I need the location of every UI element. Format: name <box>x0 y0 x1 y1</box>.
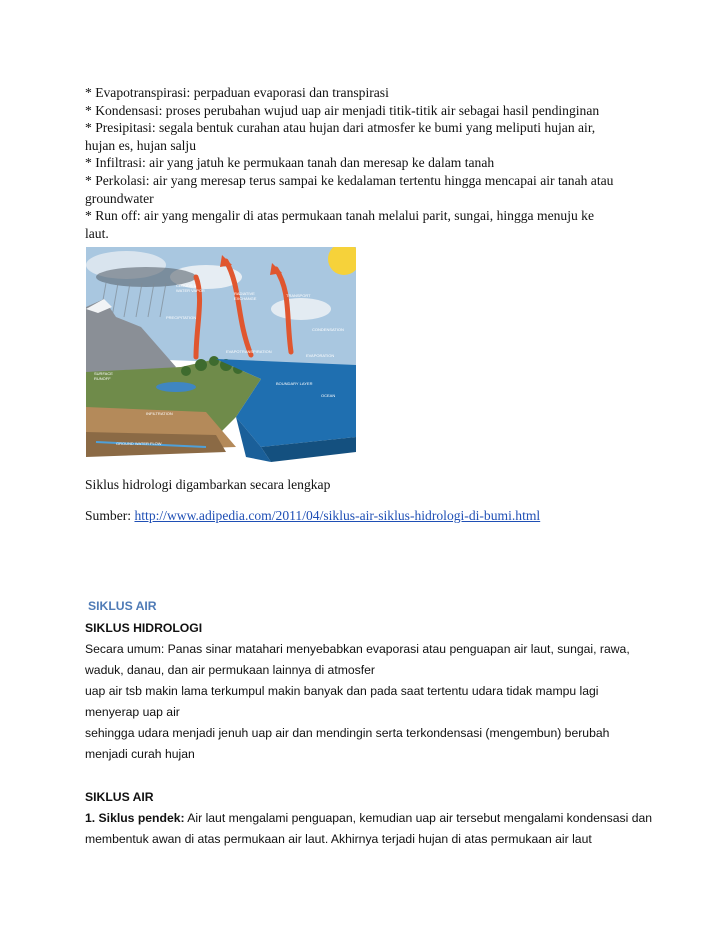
source-link[interactable]: http://www.adipedia.com/2011/04/siklus-air-siklus-hidrologi-di-bumi.html <box>134 508 541 523</box>
bullet-runoff: * Run off: air yang mengalir di atas permukaan tanah melalui parit, sungai, hingga menuju ke <box>85 208 594 224</box>
bullet-runoff-cont: laut. <box>85 225 109 241</box>
label-exchange: EXCHANGE <box>234 296 257 301</box>
label-evapotranspiration: EVAPOTRANSPIRATION <box>226 349 272 354</box>
label-runoff: RUNOFF <box>94 376 111 381</box>
bullet-presipitasi: * Presipitasi: segala bentuk curahan atau hujan dari atmosfer ke bumi yang meliputi hujan air, <box>85 120 596 136</box>
hydrologic-cycle-figure <box>86 247 356 463</box>
paragraph-line: sehingga udara menjadi jenuh uap air dan mendingin serta terkondensasi (mengembun) berubah <box>85 726 610 740</box>
label-radiative: RADIATIVE <box>234 291 255 296</box>
bullet-perkolasi: * Perkolasi: air yang meresap terus sampai ke kedalaman tertentu hingga mencapai air tanah atau <box>85 172 614 188</box>
label-groundwater: GROUND WATER FLOW <box>116 441 162 446</box>
section-heading-siklus-air: SIKLUS AIR <box>88 599 157 613</box>
siklus-pendek-text: Air laut mengalami penguapan, kemudian uap air tersebut mengalami kondensasi dan <box>184 811 653 825</box>
label-surface: SURFACE <box>94 371 113 376</box>
hydrologic-cycle-illustration <box>86 247 356 463</box>
source-label: Sumber: <box>85 508 135 523</box>
siklus-pendek-label: 1. Siklus pendek: <box>85 811 185 825</box>
bullet-evapotranspirasi: * Evapotranspirasi: perpaduan evaporasi dan transpirasi <box>85 85 389 100</box>
figure-caption: Siklus hidrologi digambarkan secara lengkap <box>85 477 331 492</box>
label-evaporation: EVAPORATION <box>306 353 335 358</box>
label-ocean: OCEAN <box>321 393 336 398</box>
label-clouds: CLOUDS & <box>176 283 197 288</box>
paragraph-line: Secara umum: Panas sinar matahari menyebabkan evaporasi atau penguapan air laut, sungai, rawa, <box>85 642 630 656</box>
label-infiltration: INFILTRATION <box>146 411 173 416</box>
paragraph-line: uap air tsb makin lama terkumpul makin banyak dan pada saat tertentu udara tidak mampu lagi <box>85 684 599 698</box>
section-title-siklus-hidrologi: SIKLUS HIDROLOGI <box>85 621 203 635</box>
siklus-pendek-cont: membentuk awan di atas permukaan air laut. Akhirnya terjadi hujan di atas permukaan air laut <box>85 832 592 846</box>
bullet-kondensasi: * Kondensasi: proses perubahan wujud uap air menjadi titik-titik air sebagai hasil pendinginan <box>85 102 600 118</box>
paragraph-line: waduk, danau, dan air permukaan lainnya di atmosfer <box>85 663 375 677</box>
section-siklus-hidrologi <box>85 618 655 765</box>
paragraph-line: menjadi curah hujan <box>85 747 195 761</box>
paragraph-line: menyerap uap air <box>85 705 180 719</box>
label-precipitation: PRECIPITATION <box>166 315 197 320</box>
definition-list <box>85 84 655 242</box>
bullet-infiltrasi: * Infiltrasi: air yang jatuh ke permukaan tanah dan meresap ke dalam tanah <box>85 155 495 171</box>
bullet-presipitasi-cont: hujan es, hujan salju <box>85 137 196 153</box>
section-siklus-air <box>85 787 655 850</box>
bullet-perkolasi-cont: groundwater <box>85 190 154 206</box>
siklus-pendek-line <box>85 808 655 829</box>
section-title-siklus-air: SIKLUS AIR <box>85 790 154 804</box>
label-boundary-layer: BOUNDARY LAYER <box>276 381 313 386</box>
source-line <box>85 507 655 525</box>
label-transport: TRANSPORT <box>286 293 311 298</box>
label-condensation: CONDENSATION <box>312 327 344 332</box>
label-water-vapor: WATER VAPOR <box>176 288 205 293</box>
